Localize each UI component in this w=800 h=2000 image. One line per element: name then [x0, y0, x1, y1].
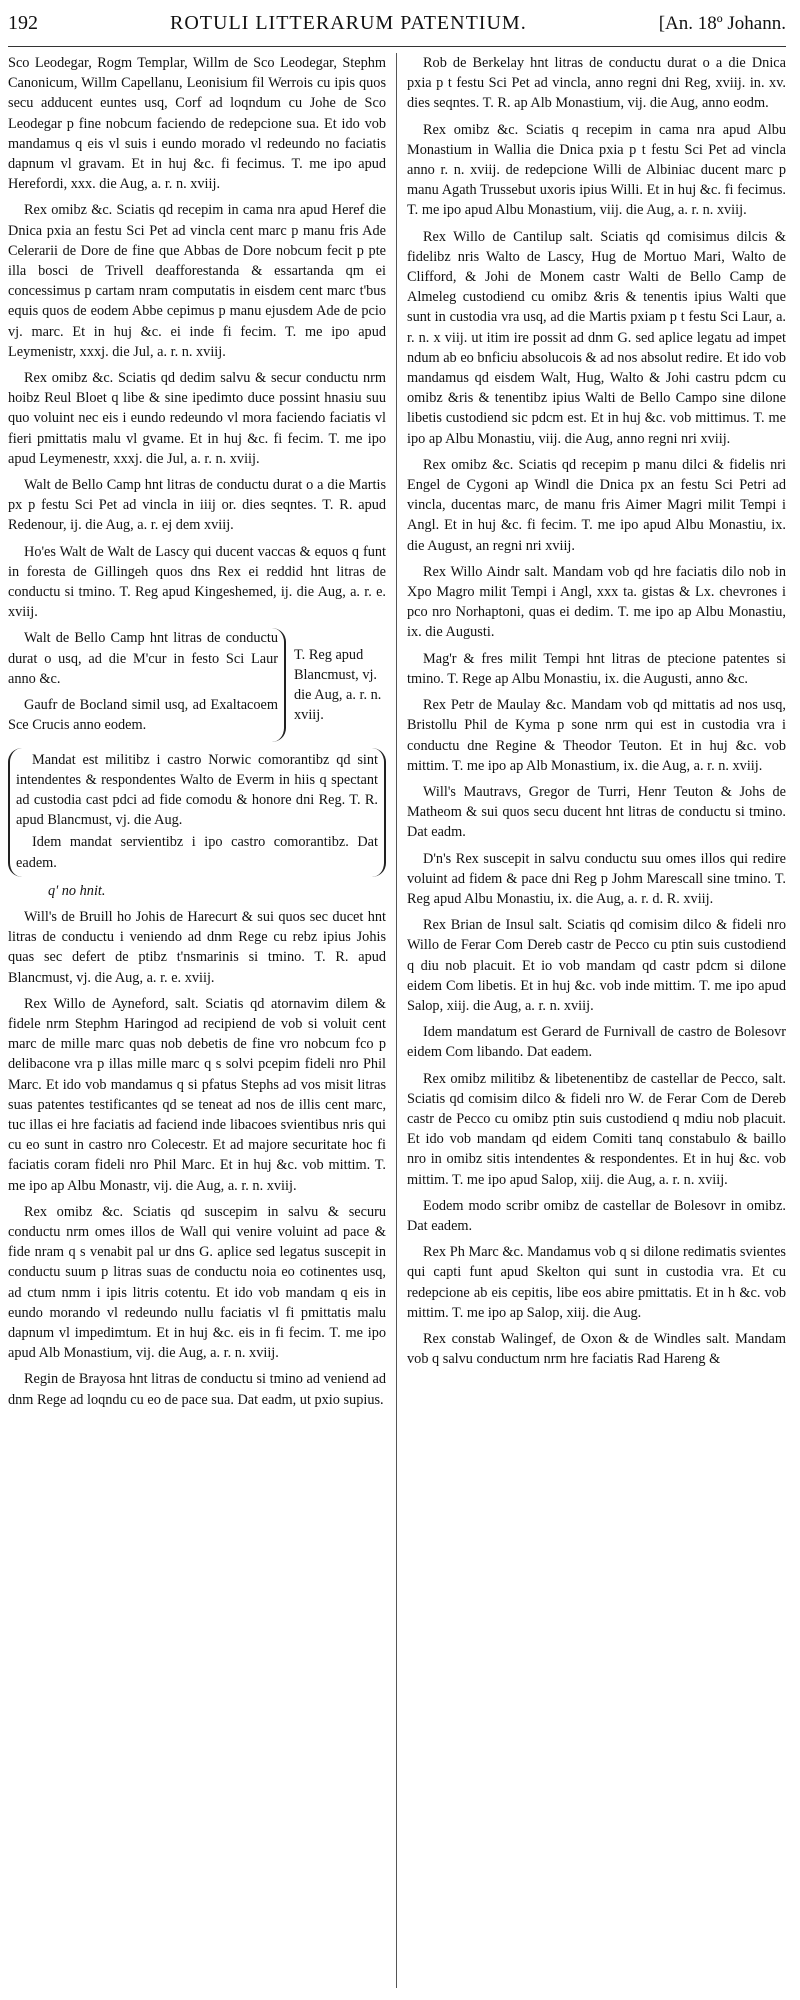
- two-column-body: [8, 53, 786, 1988]
- brace-group: [8, 628, 286, 741]
- margin-note: q' no hnit.: [48, 882, 106, 899]
- entry: Rex Willo Aindr salt. Mandam vob qd hre faciatis dilo nob in Xpo Magro milit Tempi i Angl, xxx ta. gistas & Lx. chevrones i pco nro Norhaptoni, quas ei dedim. T. me ipo ap Albu Monastiu, ix. die Augusti.: [407, 563, 786, 641]
- entry: Rex omibz &c. Sciatis qd dedim salvu & secur conductu nrm hoibz Reul Bloet q libe & sine ipedimto duce possint hnasiu suu quo voluint nec eis i eundo redeundo vl mora faciendo faciatis vl fieri pmittatis malu vl gvame. Et in huj &c. fi fecim. T. me ipo apud Leymenestr, xxxj. die Jul, a. r. n. xviij.: [8, 370, 387, 467]
- entry: Rob de Berkelay hnt litras de conductu durat o a die Dnica pxia p t festu Sci Pet ad vincla, anno regni dni Reg, xviij. in. xv. dies seqntes. T. R. ap Alb Monastium, vij. die Aug, anno eodm.: [407, 55, 786, 112]
- left-column: [8, 53, 397, 1988]
- entry: Ho'es Walt de Walt de Lascy qui ducent vaccas & equos q funt in foresta de Gillingeh quos dns Rex ei reddid hnt litras de conductu si tmino. T. Reg apud Kingeshemed, ij. die Aug, a. r. e. xviij.: [8, 543, 387, 621]
- entry: Rex omibz &c. Sciatis qd recepim in cama nra apud Heref die Dnica pxia an festu Sci Pet ad vincla cent marc p manu fris Ade Celerarii de Dore de fine que Abbas de Dore nobcum fecit p pte illa bosci de Trivell deafforestanda & essartanda qm ei concessimus p cartam nram computatis in eisdem cent marc t'bus equis quos de eodem Abbe cepimus p manu ejusdem Ade de pcio vj. marc. Et in huj &c. ei inde fi fecim. T. me ipo apud Leymenistr, xxxj. die Jul, a. r. n. xviij.: [8, 202, 387, 360]
- braced-entries: [8, 628, 386, 741]
- entry: Rex omibz militibz & libetenentibz de castellar de Pecco, salt. Sciatis qd comisim dilco & fideli nro W. de Ferar Com de Dereb castr de Pecco cu omibz ptin suis custodiend q mdiu nob placuit. Et ido vob mandam qd eidem Comiti tanq constabulo & baillo nro in omibz sitis intendentes & respondentes. Et in huj &c. vob mittim. T. me ipo apud Salop, xiij. die Aug, a. r. n. xviij.: [407, 1070, 786, 1188]
- entry: Idem mandat servientibz i ipo castro comorantibz. Dat eadem.: [16, 834, 379, 871]
- entry: Mag'r & fres milit Tempi hnt litras de ptecione patentes si tmino. T. Rege ap Albu Monastiu, ix. die Augusti, anno &c.: [407, 650, 786, 687]
- entry: Rex Ph Marc &c. Mandamus vob q si dilone redimatis svientes qui capti funt apud Skelton qui sunt in custodia vra. Et cu redepcione ab eis cepitis, libe eos abire pmittatis. Et in h &c. vob mittim. T. me ipo ap Salop, xiij. die Aug.: [407, 1244, 786, 1321]
- page-title: ROTULI LITTERARUM PATENTIUM.: [170, 12, 527, 34]
- entry: Rex Willo de Ayneford, salt. Sciatis qd atornavim dilem & fidele nrm Stephm Haringod ad recipiend de vob si voluit cent marc de mille marc quas nob debetis de fine vro nobcum fco p delibacone vra p illas mille marc q s solvi pcepim fideli nro Phil Marc. Et ido vob mandamus q si pfatus Stephs ad vos misit litras suas patentes testificantes qd se teneat ad nos de illis cent marc, tuc illas ei hre faciatis ad faciend inde libacoes svientibus nris qui cu eo sunt in castro nro Colecestr. Et ad majore securitate hoc fi faciatis coram fideli nro Phil Marc. Et in huj &c. vob mittim. T. me ipo ap Albu Monastr, vij. die Aug, a. r. n. xviij.: [8, 995, 387, 1194]
- entry: Rex Petr de Maulay &c. Mandam vob qd mittatis ad nos usq, Bristollu Phil de Kyma p sone nrm qui est in custodia vra i conductu dne Regine & Theodor Teuton. Et in huj &c. vob mittim. T. me ipo ap Alb Monastium, ix. die Aug, a. r. n. xviij.: [407, 697, 786, 774]
- entry: Rex omibz &c. Sciatis q recepim in cama nra apud Albu Monastium in Wallia die Dnica pxia p t festu Sci Pet ad vincla anno r. n. xviij. de redepcione Willi de Albiniac ducent marc p manu Agath Trussebut uxoris ipius Willi. Et in huj &c. fi fecimus. T. me ipo apud Albu Monastium, viij. die Aug, a. r. n. xviij.: [407, 121, 786, 219]
- entry: Rex Willo de Cantilup salt. Sciatis qd comisimus dilcis & fidelibz nris Walto de Lascy, Hug de Mortuo Mari, Walto de Clifford, & Johi de Monem castr Walti de Bello Camp de Almeleg custodiend cu omibz &ris & tenentis ipius Walti que sunt in custodia vra usq, ad die Martis pxiam p t festu Sci Laur, a. r. n. x viij. ut itim ire possit ad dnm G. sed aplice legatu ad impet ndum ab eo bnficiu absolucois & ad nos absolut redire. Et ido vob mandamus qd eisdem Walt, Hug, Walto & Johi castru pdcm cu omibz &ris & tenentibz ipius Walti de Bello Campo sine dilone libetis custodiend sic pdcm est. Et in huj &c. vob mittimus. T. me ipo ap Albu Monastiu, viij. die Aug, anno regni nri xviij.: [407, 228, 786, 447]
- entry: Rex Brian de Insul salt. Sciatis qd comisim dilco & fideli nro Willo de Ferar Com Dereb castr de Pecco cu ptin suis custodiend q diu nob placuit. Et io vob mandam qd castr pdcm si dilone eidem Com libetis. Et in huj &c. vob inde mittim. T. me ipo apud Salop, xiij. die Aug, a. r. n. xviij.: [407, 917, 786, 1014]
- entry: Will's de Bruill ho Johis de Harecurt & sui quos sec ducet hnt litras de conductu i veniendo ad dnm Rege cu rebz ipius Johis quas sec defert de ptibz t'nsmarinis si tmino. T. R. apud Blancmust, vj. die Aug, a. r. e. xviij.: [8, 908, 387, 986]
- page-header: [8, 12, 786, 47]
- entry: Gaufr de Bocland simil usq, ad Exaltacoem Sce Crucis anno eodem.: [8, 697, 279, 734]
- entry: Sco Leodegar, Rogm Templar, Willm de Sco Leodegar, Stephm Canonicum, Willm Capellanu, Leonisium fil Werrois cu ipis quos secu adducent euntes usq, Corf ad loqndum cu Johe de Sco Leodegar p fine nobcum faciendo de redepcione sua. Et ido vob mandamus q eis vl suis i eundo morado vl redeundo no faciatis dapnum vl gravam. Et in huj &c. fi fecimus. T. me ipo apud Herefordi, xxx. die Aug, a. r. n. xviij.: [8, 55, 387, 193]
- brace-attestation: T. Reg apud Blancmust, vj. die Aug, a. r. n. xviij.: [294, 646, 382, 723]
- entry: D'n's Rex suscepit in salvu conductu suu omes illos qui redire voluint ad fidem & pace dni Reg p Johm Marescall sine tmino. T. Reg apud Albu Monastiu, ix. die Aug, a. r. d. R. xviij.: [407, 850, 786, 907]
- entry: Regin de Brayosa hnt litras de conductu si tmino ad veniend ad dnm Rege ad loqndu cu eo de pace sua. Dat eadm, ut pxio supius.: [8, 1371, 387, 1408]
- regnal-year: [An. 18º Johann.: [658, 13, 786, 34]
- entry: Eodem modo scribr omibz de castellar de Bolesovr in omibz. Dat eadem.: [407, 1197, 786, 1234]
- entry: Mandat est militibz i castro Norwic comorantibz qd sint intendentes & respondentes Walto de Everm in hiis q spectant ad custodia cast pdci ad fide comodu & honore dni Reg. T. R. apud Blancmust, vj. die Aug.: [16, 751, 379, 829]
- entry: Rex omibz &c. Sciatis qd recepim p manu dilci & fidelis nri Engel de Cygoni ap Windl die Dnica px an festu Sci Petri ad vincla, ducentas marc, de manu fris Aimer Magri milit Tempi i Angl. Et in huj &c. fi fecim. T. me ipo apud Albu Monastiu, ix. die August, an regni nri xviij.: [407, 456, 786, 554]
- entry: Rex constab Walingef, de Oxon & de Windles salt. Mandam vob q salvu conductum nrm hre faciatis Rad Hareng &: [407, 1330, 786, 1368]
- page-number: 192: [8, 12, 38, 34]
- right-column: [397, 53, 786, 1988]
- entry: Rex omibz &c. Sciatis qd suscepim in salvu & securu conductu nrm omes illos de Wall qui venire voluint ad pace & fide nram q s venabit pal ur dns G. aplice sed legatus suscepit in conductu suum p litras suas de conductu noia eo cotinentes usq, ad ctum nmm i ipis litris cotentu. Et ido vob mandam q eis in eundo morando vl redeundo nullu faciatis vl fi pmittatis malu dapnum vl impedimtum. Et in huj &c. eis in fi fecim. T. me ipo apud Alb Monastium, vij. die Aug, a. r. n. xviij.: [8, 1203, 387, 1362]
- entry: Walt de Bello Camp hnt litras de conductu durat o a die Martis px p festu Sci Pet ad vincla in iiij or. dies seqntes. T. R. apud Redenour, ij. die Aug, a. r. ej dem xviij.: [8, 477, 387, 534]
- bracketed-mandate: [8, 748, 386, 877]
- entry: Idem mandatum est Gerard de Furnivall de castro de Bolesovr eidem Com libando. Dat eadem.: [407, 1024, 786, 1061]
- entry: Will's Mautravs, Gregor de Turri, Henr Teuton & Johs de Matheom & sui quos secu ducent hnt litras de conductu si tmino. Dat eadm.: [407, 783, 786, 841]
- entry: Walt de Bello Camp hnt litras de conductu durat o usq, ad die M'cur in festo Sci Laur anno &c.: [8, 630, 279, 687]
